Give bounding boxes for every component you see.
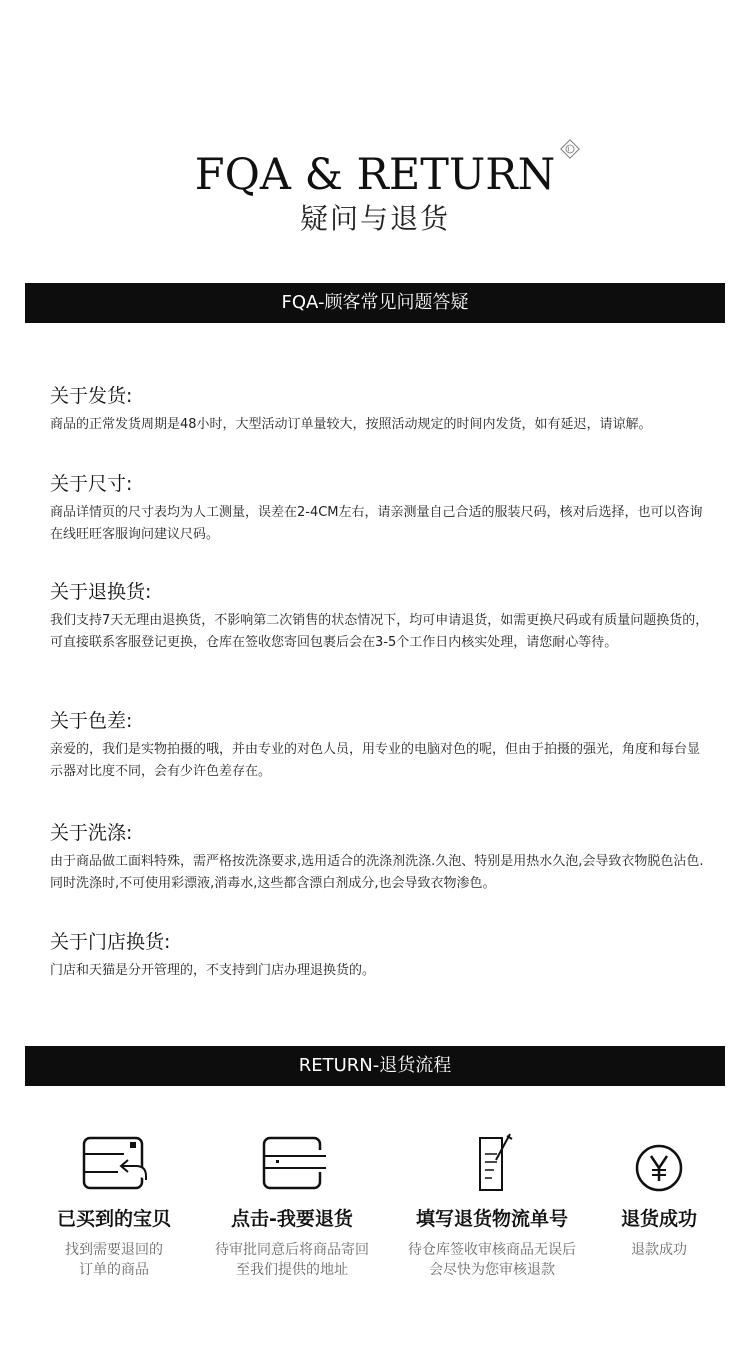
step-desc-line: 至我们提供的地址 xyxy=(236,1262,348,1278)
faq-item-title: 关于尺寸: xyxy=(50,473,133,495)
yen-circle-icon xyxy=(619,1130,699,1196)
faq-item-title: 关于退换货: xyxy=(50,581,152,603)
step-desc-line: 待仓库签收审核商品无误后 xyxy=(408,1242,576,1258)
faq-item-text: 商品详情页的尺寸表均为人工测量，误差在2-4CM左右，请亲测量自己合适的服装尺码，核对后选择，也可以咨询在线旺旺客服询问建议尺码。 xyxy=(50,505,703,542)
faq-item-title: 关于门店换货: xyxy=(50,931,171,953)
form-pen-icon xyxy=(452,1130,532,1196)
faq-item-washing xyxy=(50,820,710,895)
return-step-2 xyxy=(202,1130,382,1280)
step-desc-line: 退款成功 xyxy=(631,1242,687,1258)
faq-item-text: 我们支持7天无理由退换货，不影响第二次销售的状态情况下，均可申请退货，如需更换尺码或有质量问题换货的，可直接联系客服登记更换，仓库在签收您寄回包裹后会在3-5个工作日内核实处理，请您耐心等待。 xyxy=(50,613,709,650)
return-step-3 xyxy=(402,1130,582,1280)
card-return-icon xyxy=(74,1130,154,1196)
page-title-cn: 疑问与退货 xyxy=(299,202,450,235)
step-title: 已买到的宝贝 xyxy=(56,1208,171,1230)
step-description xyxy=(24,1240,204,1280)
faq-item-store-exchange xyxy=(50,929,710,982)
faq-item-color xyxy=(50,708,710,783)
step-title: 填写退货物流单号 xyxy=(415,1208,568,1230)
return-steps xyxy=(0,1130,750,1310)
step-title: 退货成功 xyxy=(620,1208,697,1230)
faq-item-shipping xyxy=(50,383,710,436)
faq-item-size xyxy=(50,471,710,546)
card-icon xyxy=(252,1130,332,1196)
step-description xyxy=(402,1240,582,1280)
faq-item-returns xyxy=(50,579,710,654)
step-description xyxy=(202,1240,382,1280)
faq-item-title: 关于洗涤: xyxy=(50,822,133,844)
faq-item-title: 关于色差: xyxy=(50,710,133,732)
brand-badge-icon xyxy=(560,139,580,159)
return-section-band: RETURN-退货流程 xyxy=(25,1046,725,1086)
step-description xyxy=(569,1240,749,1260)
step-desc-line: 找到需要退回的 xyxy=(65,1242,163,1258)
faq-item-text: 亲爱的，我们是实物拍摄的哦，并由专业的对色人员，用专业的电脑对色的呢，但由于拍摄的强光，角度和每台显示器对比度不同，会有少许色差存在。 xyxy=(50,742,701,779)
faq-item-text: 门店和天猫是分开管理的，不支持到门店办理退换货的。 xyxy=(50,963,376,978)
step-desc-line: 订单的商品 xyxy=(79,1262,149,1278)
faq-item-text: 由于商品做工面料特殊，需严格按洗涤要求,选用适合的洗涤剂洗涤.久泡、特别是用热水久泡,会导致衣物脱色沾色.同时洗涤时,不可使用彩漂液,消毒水,这些都含漂白剂成分,也会导致衣物渗色。 xyxy=(50,854,704,891)
step-desc-line: 待审批同意后将商品寄回 xyxy=(215,1242,369,1258)
page-title-en: FQA & RETURN xyxy=(194,150,556,200)
return-step-4 xyxy=(569,1130,749,1260)
faq-section-band: FQA-顾客常见问题答疑 xyxy=(25,283,725,323)
faq-item-title: 关于发货: xyxy=(50,385,133,407)
step-desc-line: 会尽快为您审核退款 xyxy=(429,1262,555,1278)
faq-item-text: 商品的正常发货周期是48小时，大型活动订单量较大，按照活动规定的时间内发货，如有延迟，请谅解。 xyxy=(50,417,652,432)
return-step-1 xyxy=(24,1130,204,1280)
page-header xyxy=(0,150,750,236)
step-title: 点击-我要退货 xyxy=(231,1208,353,1230)
